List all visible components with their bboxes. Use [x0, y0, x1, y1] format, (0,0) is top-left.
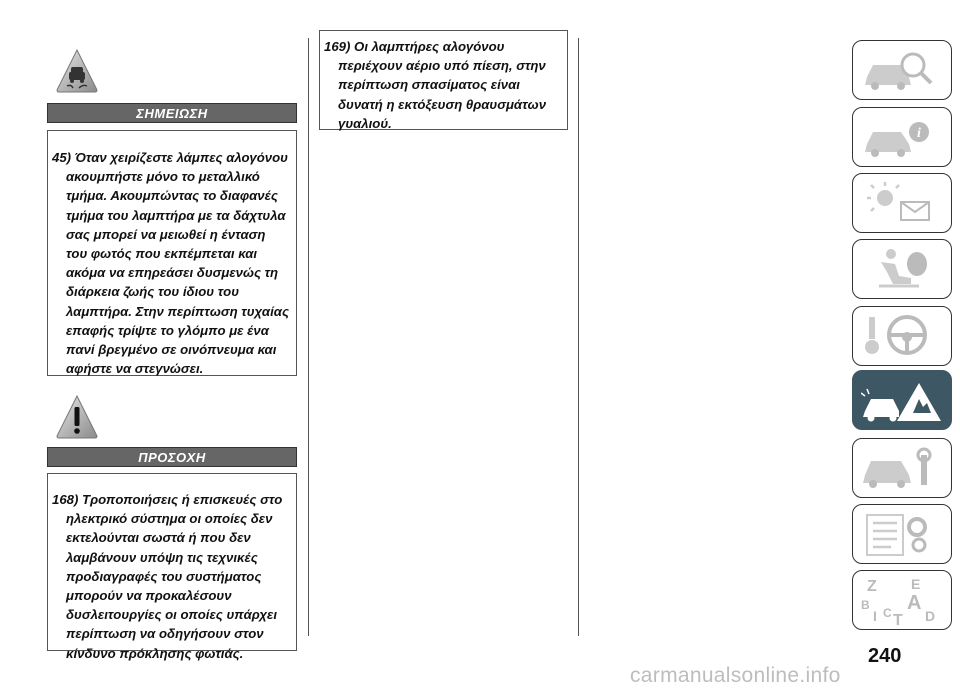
car-info-icon	[861, 114, 945, 162]
svg-text:B: B	[861, 598, 870, 612]
tab-car-search[interactable]	[852, 40, 952, 100]
tab-airbag-seat[interactable]	[852, 239, 952, 299]
car-search-icon	[861, 47, 945, 95]
tab-lights-message[interactable]	[852, 173, 952, 233]
svg-text:C: C	[883, 606, 892, 620]
column-divider-left	[308, 38, 309, 636]
svg-text:Z: Z	[867, 578, 877, 595]
page-number: 240	[868, 645, 902, 667]
tab-car-info[interactable]	[852, 107, 952, 167]
note-text: 45) Όταν χειρίζεστε λάμπες αλογόνου ακουμπήστε μόνο το μεταλλικό τμήμα. Ακουμπώντας το διαφανές τμήμα του λαμπτήρα με τα δάχτυλα σας μπορεί να μειωθεί η ένταση του φωτός που εκπέμπεται και ακόμα να επηρεάσει δυσμενώς τη διάρκεια ζωής του ίδιου του λαμπτήρα. Στην περίπτωση τυχαίας επαφής τρίψτε το γλόμπο με ένα πανί βρεγμένο σε οινόπνευμα και αφήστε να στεγνώσει.	[52, 150, 289, 377]
watermark: carmanualsonline.info	[630, 664, 841, 687]
svg-text:T: T	[893, 612, 903, 625]
key-steering-icon	[861, 313, 945, 361]
svg-text:I: I	[873, 608, 877, 624]
caution-box-169	[319, 30, 568, 130]
note-header: ΣΗΜΕΙΩΣΗ	[47, 103, 297, 123]
airbag-seat-icon	[861, 246, 945, 294]
tab-car-warning[interactable]	[852, 370, 952, 430]
caution-box-168	[47, 473, 297, 661]
exclamation-warning-icon	[55, 394, 99, 440]
tab-checklist-gear[interactable]	[852, 504, 952, 564]
note-box	[47, 130, 297, 376]
svg-text:D: D	[925, 608, 936, 624]
lights-message-icon	[861, 180, 945, 228]
tab-car-wrench[interactable]	[852, 438, 952, 498]
svg-text:A: A	[907, 592, 922, 614]
caution-header: ΠΡΟΣΟΧΗ	[47, 447, 297, 467]
caution-text-168: 168) Τροποποιήσεις ή επισκευές στο ηλεκτρικό σύστημα οι οποίες δεν εκτελούνται σωστά ή που δεν λαμβάνουν υπόψη τις τεχνικές προδιαγραφές του συστήματος μπορούν να προκαλέσουν δυσλειτουργίες οι οποίες υπάρχει περίπτωση να οδηγήσουν στον κίνδυνο πρόκλησης φωτιάς.	[52, 492, 283, 661]
car-wrench-icon	[861, 445, 945, 493]
car-skid-warning-icon	[55, 48, 99, 94]
caution-text-169: 169) Οι λαμπτήρες αλογόνου περιέχουν αέριο υπό πίεση, στην περίπτωση σπασίματος είναι δυνατή η εκτόξευση θραυσμάτων γυαλιού.	[324, 39, 547, 131]
tab-alphabet-index[interactable]	[852, 570, 952, 630]
checklist-gear-icon	[861, 511, 945, 559]
alphabet-index-icon	[861, 577, 945, 625]
column-divider-right	[578, 38, 579, 636]
car-warning-triangle-icon	[861, 377, 945, 425]
svg-text:E: E	[911, 577, 921, 592]
svg-text:i: i	[917, 126, 921, 141]
tab-key-steering[interactable]	[852, 306, 952, 366]
